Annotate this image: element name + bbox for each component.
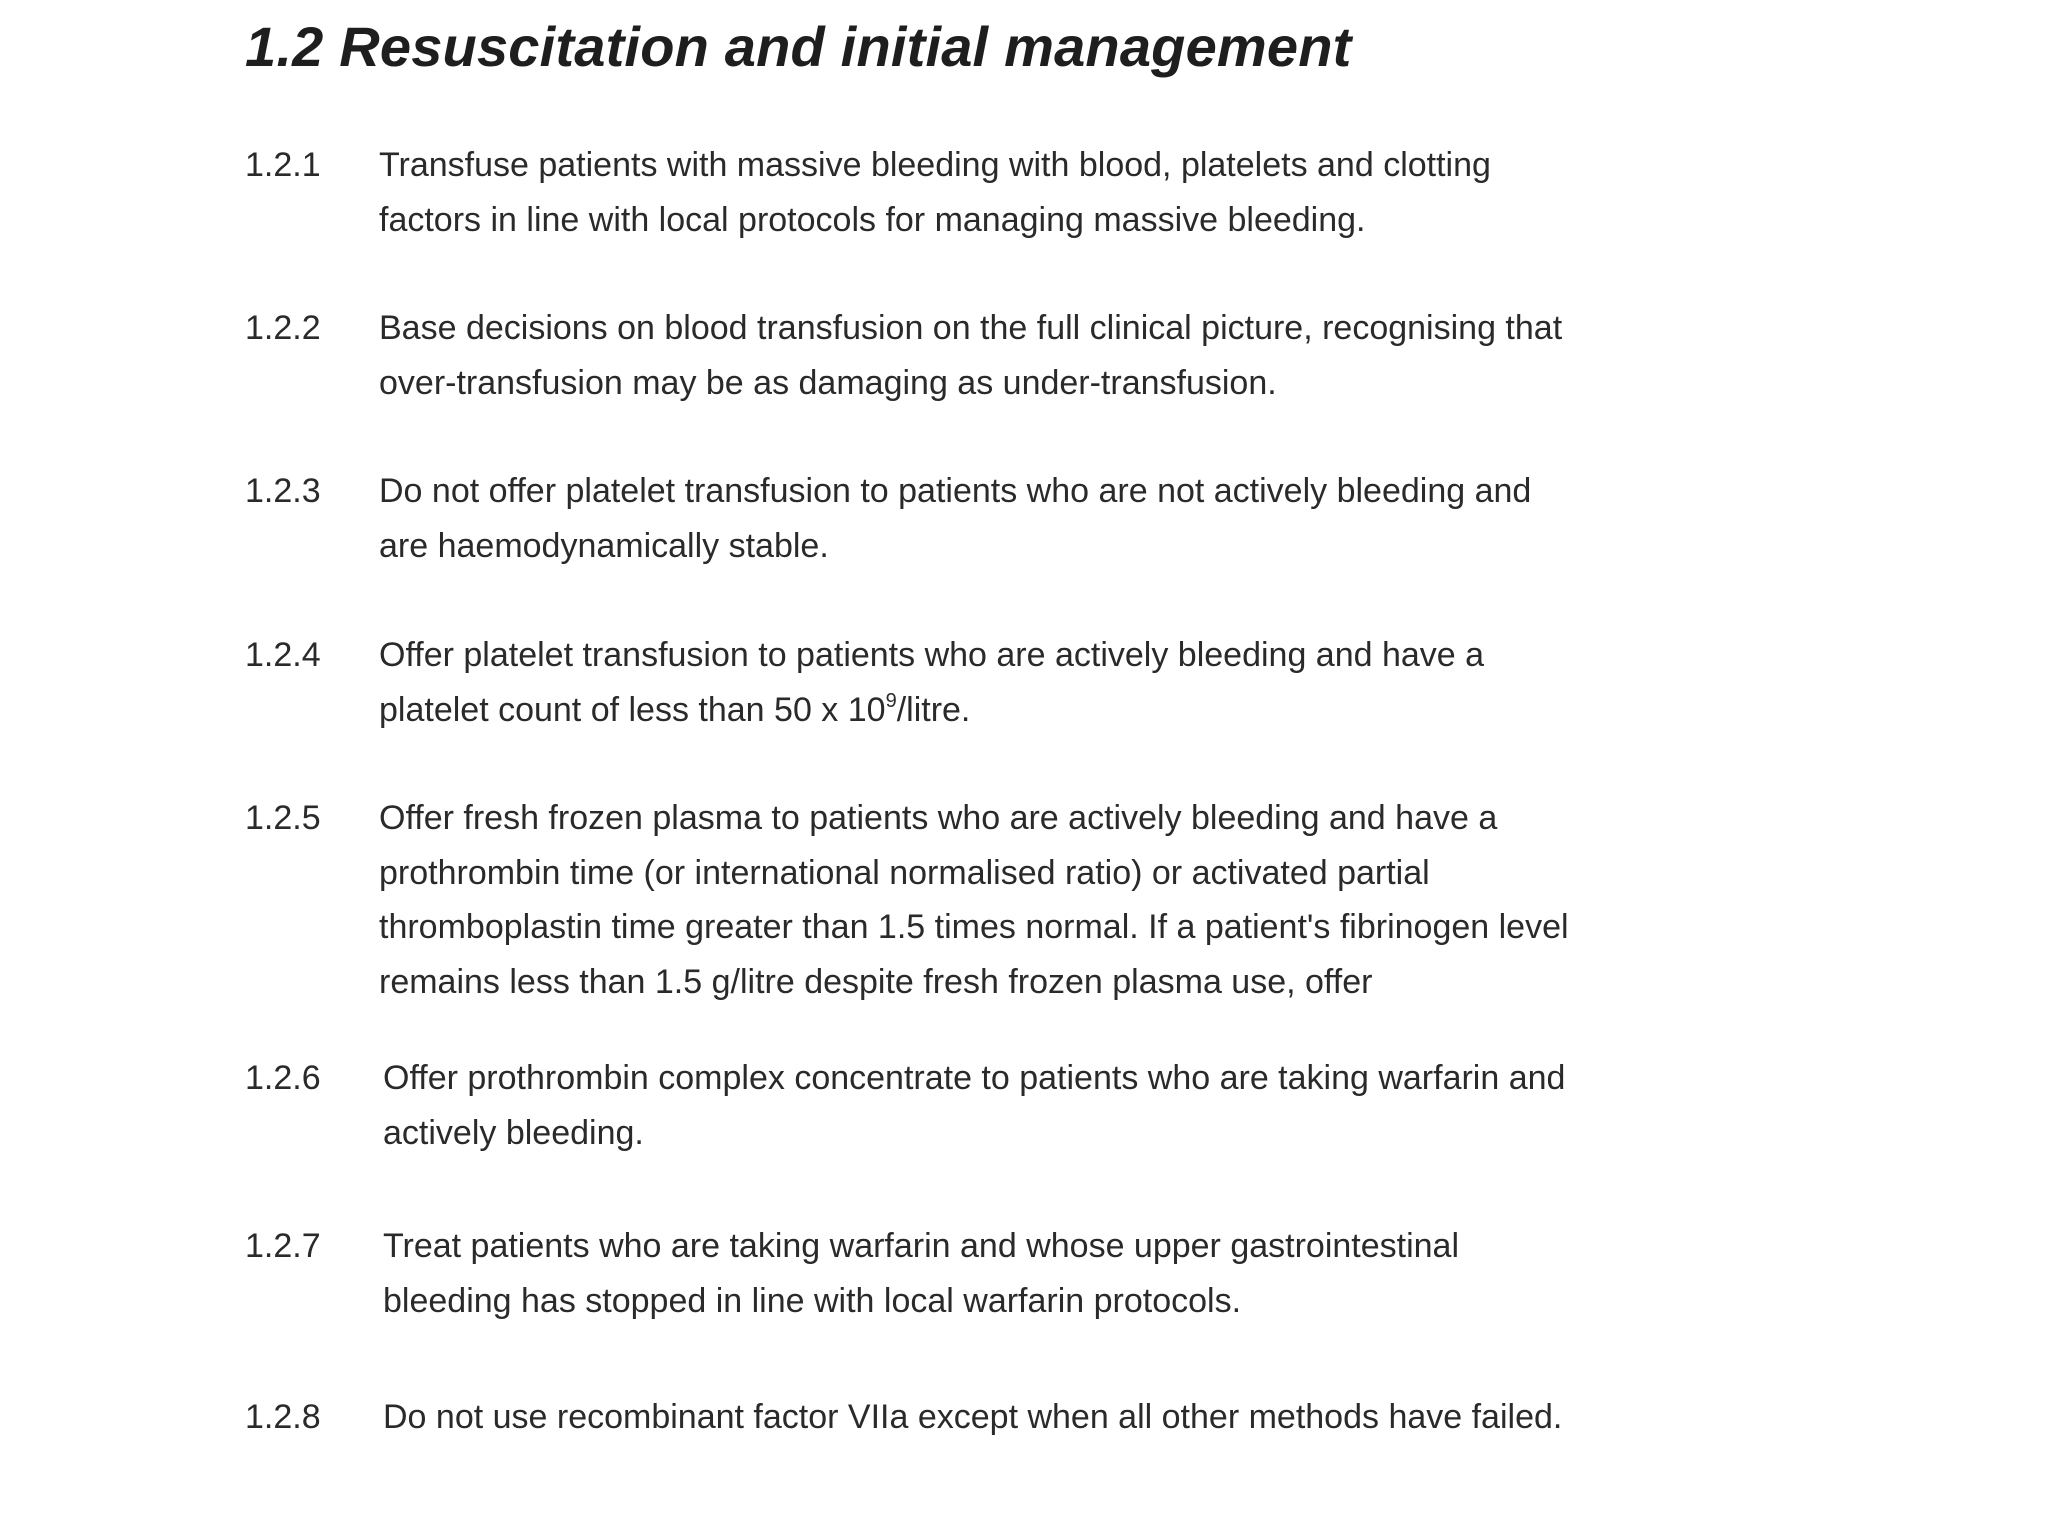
text-line: Offer prothrombin complex concentrate to patients who are taking warfarin and [383, 1059, 1566, 1097]
text-line: Offer fresh frozen plasma to patients who are actively bleeding and have a [379, 799, 1498, 837]
recommendation-text [383, 1051, 1743, 1160]
text-fragment: platelet count of less than 50 x 10 [379, 690, 886, 729]
text-line: Do not offer platelet transfusion to patients who are not actively bleeding and [379, 472, 1532, 510]
recommendation-text [379, 791, 1739, 1009]
text-line: Do not use recombinant factor VIIa except when all other methods have failed. [383, 1398, 1563, 1436]
text-line: Treat patients who are taking warfarin and whose upper gastrointestinal [383, 1227, 1460, 1265]
text-line: bleeding has stopped in line with local warfarin protocols. [383, 1281, 1242, 1320]
recommendation-number: 1.2.8 [245, 1398, 321, 1436]
superscript-exponent: 9 [885, 689, 897, 712]
recommendation-number: 1.2.4 [245, 636, 321, 674]
recommendation-number: 1.2.6 [245, 1059, 321, 1097]
text-line: are haemodynamically stable. [379, 526, 829, 565]
recommendation-text [383, 1219, 1743, 1328]
text-line: over-transfusion may be as damaging as under-transfusion. [379, 363, 1277, 402]
recommendation-number: 1.2.3 [245, 472, 321, 510]
recommendation-text [379, 301, 1739, 410]
text-line: Offer platelet transfusion to patients who are actively bleeding and have a [379, 636, 1485, 674]
text-line: remains less than 1.5 g/litre despite fresh frozen plasma use, offer [379, 962, 1373, 1001]
text-line: prothrombin time (or international normalised ratio) or activated partial [379, 853, 1430, 892]
recommendation-text [383, 1390, 1743, 1445]
recommendation-number: 1.2.1 [245, 146, 321, 184]
text-line: Base decisions on blood transfusion on the full clinical picture, recognising that [379, 309, 1563, 347]
text-line: thromboplastin time greater than 1.5 times normal. If a patient's fibrinogen level [379, 908, 1569, 946]
recommendation-text [379, 628, 1739, 737]
text-line [379, 683, 1739, 738]
text-fragment: /litre. [896, 690, 971, 729]
text-line: factors in line with local protocols for managing massive bleeding. [379, 200, 1366, 239]
recommendation-number: 1.2.2 [245, 309, 321, 347]
recommendation-text [379, 464, 1739, 573]
recommendation-text [379, 138, 1739, 247]
text-line: actively bleeding. [383, 1113, 644, 1152]
recommendation-number: 1.2.5 [245, 799, 321, 837]
section-title: 1.2 Resuscitation and initial management [245, 15, 1352, 78]
recommendation-number: 1.2.7 [245, 1227, 321, 1265]
text-line: Transfuse patients with massive bleeding with blood, platelets and clotting [379, 146, 1491, 184]
